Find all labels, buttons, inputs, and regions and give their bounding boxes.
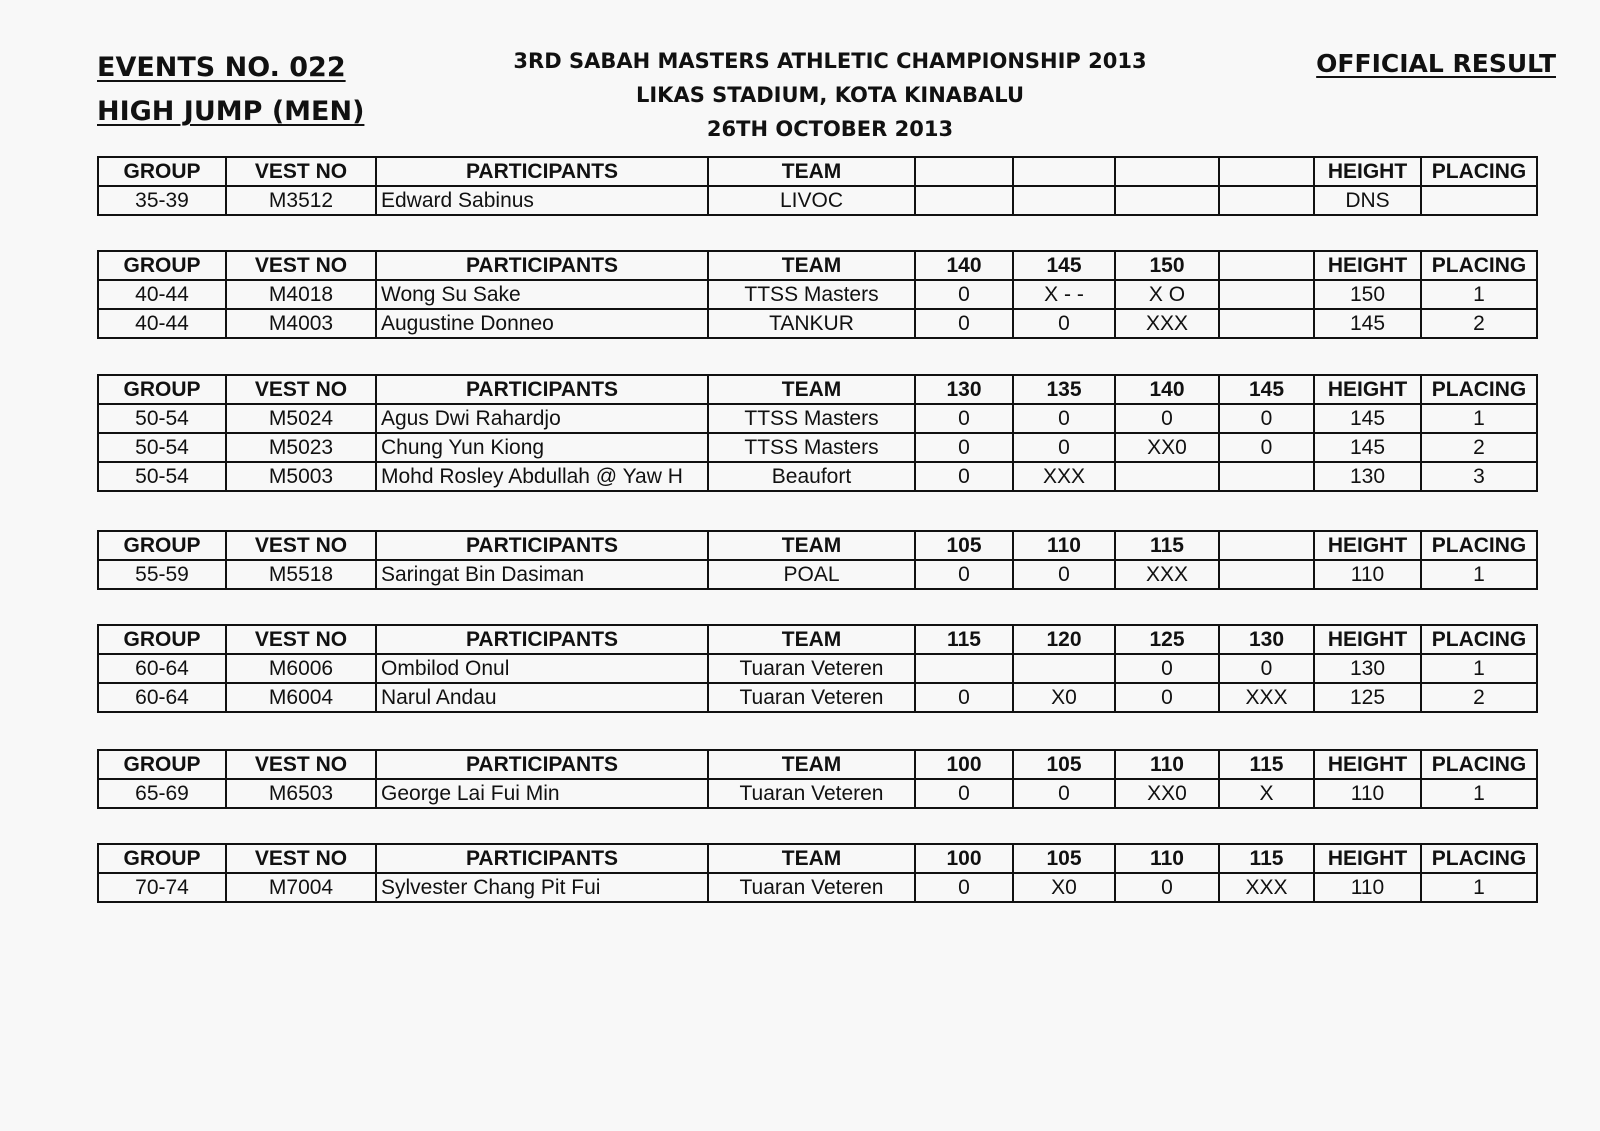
attempt-cell: 0 bbox=[915, 779, 1013, 808]
attempt-cell: X bbox=[1219, 779, 1314, 808]
placing-cell: 2 bbox=[1421, 309, 1537, 338]
group-cell: 70-74 bbox=[98, 873, 226, 902]
table-row bbox=[98, 779, 1537, 808]
team-cell: POAL bbox=[708, 560, 915, 589]
result-table bbox=[97, 374, 1538, 492]
column-header-placing: PLACING bbox=[1421, 531, 1537, 560]
placing-cell: 1 bbox=[1421, 560, 1537, 589]
table-header-row bbox=[98, 531, 1537, 560]
column-header-attempt-height: 100 bbox=[915, 844, 1013, 873]
attempt-cell: XXX bbox=[1115, 560, 1219, 589]
placing-cell: 1 bbox=[1421, 654, 1537, 683]
attempt-cell bbox=[1219, 280, 1314, 309]
participant-cell: Wong Su Sake bbox=[376, 280, 708, 309]
column-header-attempt-height: 150 bbox=[1115, 251, 1219, 280]
column-header-attempt-height: 115 bbox=[1219, 844, 1314, 873]
attempt-cell bbox=[1115, 462, 1219, 491]
participant-cell: Mohd Rosley Abdullah @ Yaw H bbox=[376, 462, 708, 491]
team-cell: Tuaran Veteren bbox=[708, 683, 915, 712]
column-header-attempt-height: 120 bbox=[1013, 625, 1115, 654]
group-cell: 50-54 bbox=[98, 433, 226, 462]
placing-cell: 3 bbox=[1421, 462, 1537, 491]
column-header-height: HEIGHT bbox=[1314, 157, 1421, 186]
column-header-attempt-height bbox=[1219, 531, 1314, 560]
attempt-cell bbox=[915, 186, 1013, 215]
column-header-height: HEIGHT bbox=[1314, 750, 1421, 779]
placing-cell: 2 bbox=[1421, 433, 1537, 462]
placing-cell bbox=[1421, 186, 1537, 215]
column-header-vest-no: VEST NO bbox=[226, 375, 376, 404]
column-header-participants: PARTICIPANTS bbox=[376, 531, 708, 560]
column-header-attempt-height bbox=[1115, 157, 1219, 186]
table-header-row bbox=[98, 157, 1537, 186]
column-header-attempt-height bbox=[1219, 251, 1314, 280]
column-header-participants: PARTICIPANTS bbox=[376, 750, 708, 779]
result-table bbox=[97, 624, 1538, 713]
attempt-cell: 0 bbox=[915, 309, 1013, 338]
column-header-attempt-height: 115 bbox=[1219, 750, 1314, 779]
attempt-cell: 0 bbox=[1219, 433, 1314, 462]
vest-no-cell: M5023 bbox=[226, 433, 376, 462]
height-cell: 130 bbox=[1314, 462, 1421, 491]
column-header-attempt-height bbox=[1219, 157, 1314, 186]
column-header-attempt-height: 105 bbox=[1013, 844, 1115, 873]
attempt-cell bbox=[1219, 462, 1314, 491]
vest-no-cell: M4018 bbox=[226, 280, 376, 309]
attempt-cell: 0 bbox=[1219, 404, 1314, 433]
height-cell: 125 bbox=[1314, 683, 1421, 712]
vest-no-cell: M5003 bbox=[226, 462, 376, 491]
column-header-group: GROUP bbox=[98, 844, 226, 873]
column-header-participants: PARTICIPANTS bbox=[376, 375, 708, 404]
column-header-team: TEAM bbox=[708, 375, 915, 404]
championship-title: 3RD SABAH MASTERS ATHLETIC CHAMPIONSHIP 2013 bbox=[513, 49, 1147, 73]
result-table bbox=[97, 843, 1538, 903]
placing-cell: 2 bbox=[1421, 683, 1537, 712]
column-header-team: TEAM bbox=[708, 157, 915, 186]
placing-cell: 1 bbox=[1421, 280, 1537, 309]
group-cell: 35-39 bbox=[98, 186, 226, 215]
vest-no-cell: M6006 bbox=[226, 654, 376, 683]
attempt-cell: X - - bbox=[1013, 280, 1115, 309]
column-header-attempt-height: 130 bbox=[1219, 625, 1314, 654]
column-header-team: TEAM bbox=[708, 625, 915, 654]
table-row bbox=[98, 433, 1537, 462]
attempt-cell bbox=[1013, 654, 1115, 683]
column-header-vest-no: VEST NO bbox=[226, 531, 376, 560]
table-row bbox=[98, 873, 1537, 902]
attempt-cell bbox=[1013, 186, 1115, 215]
result-table bbox=[97, 749, 1538, 809]
column-header-attempt-height: 130 bbox=[915, 375, 1013, 404]
championship-heading bbox=[490, 44, 1170, 146]
participant-cell: Sylvester Chang Pit Fui bbox=[376, 873, 708, 902]
column-header-placing: PLACING bbox=[1421, 251, 1537, 280]
height-cell: 130 bbox=[1314, 654, 1421, 683]
group-cell: 55-59 bbox=[98, 560, 226, 589]
event-heading bbox=[97, 46, 364, 134]
attempt-cell: 0 bbox=[1013, 560, 1115, 589]
height-cell: 145 bbox=[1314, 404, 1421, 433]
group-cell: 65-69 bbox=[98, 779, 226, 808]
table-header-row bbox=[98, 750, 1537, 779]
participant-cell: Ombilod Onul bbox=[376, 654, 708, 683]
column-header-attempt-height: 100 bbox=[915, 750, 1013, 779]
attempt-cell: X0 bbox=[1013, 683, 1115, 712]
participant-cell: Augustine Donneo bbox=[376, 309, 708, 338]
attempt-cell bbox=[1115, 186, 1219, 215]
column-header-attempt-height: 110 bbox=[1115, 844, 1219, 873]
column-header-attempt-height bbox=[915, 157, 1013, 186]
attempt-cell: 0 bbox=[1013, 309, 1115, 338]
vest-no-cell: M5518 bbox=[226, 560, 376, 589]
participant-cell: Edward Sabinus bbox=[376, 186, 708, 215]
attempt-cell: 0 bbox=[1013, 433, 1115, 462]
attempt-cell: 0 bbox=[1115, 683, 1219, 712]
table-row bbox=[98, 309, 1537, 338]
group-cell: 60-64 bbox=[98, 683, 226, 712]
group-cell: 40-44 bbox=[98, 309, 226, 338]
column-header-height: HEIGHT bbox=[1314, 531, 1421, 560]
participant-cell: Chung Yun Kiong bbox=[376, 433, 708, 462]
column-header-height: HEIGHT bbox=[1314, 625, 1421, 654]
attempt-cell bbox=[1219, 560, 1314, 589]
participant-cell: George Lai Fui Min bbox=[376, 779, 708, 808]
table-row bbox=[98, 280, 1537, 309]
attempt-cell: XXX bbox=[1115, 309, 1219, 338]
group-cell: 60-64 bbox=[98, 654, 226, 683]
attempt-cell: 0 bbox=[915, 433, 1013, 462]
height-cell: 110 bbox=[1314, 873, 1421, 902]
team-cell: Tuaran Veteren bbox=[708, 873, 915, 902]
height-cell: 145 bbox=[1314, 433, 1421, 462]
height-cell: 110 bbox=[1314, 779, 1421, 808]
table-header-row bbox=[98, 844, 1537, 873]
table-row bbox=[98, 186, 1537, 215]
attempt-cell bbox=[1219, 186, 1314, 215]
placing-cell: 1 bbox=[1421, 404, 1537, 433]
column-header-vest-no: VEST NO bbox=[226, 844, 376, 873]
column-header-placing: PLACING bbox=[1421, 625, 1537, 654]
attempt-cell: 0 bbox=[1013, 404, 1115, 433]
attempt-cell: 0 bbox=[1115, 654, 1219, 683]
column-header-placing: PLACING bbox=[1421, 157, 1537, 186]
vest-no-cell: M3512 bbox=[226, 186, 376, 215]
attempt-cell: 0 bbox=[915, 560, 1013, 589]
attempt-cell: 0 bbox=[915, 404, 1013, 433]
attempt-cell: XX0 bbox=[1115, 779, 1219, 808]
column-header-group: GROUP bbox=[98, 157, 226, 186]
column-header-participants: PARTICIPANTS bbox=[376, 844, 708, 873]
attempt-cell: XX0 bbox=[1115, 433, 1219, 462]
attempt-cell: X O bbox=[1115, 280, 1219, 309]
attempt-cell: 0 bbox=[915, 873, 1013, 902]
column-header-attempt-height: 145 bbox=[1219, 375, 1314, 404]
column-header-group: GROUP bbox=[98, 625, 226, 654]
attempt-cell: X0 bbox=[1013, 873, 1115, 902]
placing-cell: 1 bbox=[1421, 873, 1537, 902]
group-cell: 50-54 bbox=[98, 462, 226, 491]
attempt-cell: 0 bbox=[1219, 654, 1314, 683]
vest-no-cell: M5024 bbox=[226, 404, 376, 433]
table-header-row bbox=[98, 625, 1537, 654]
column-header-group: GROUP bbox=[98, 251, 226, 280]
column-header-attempt-height bbox=[1013, 157, 1115, 186]
venue: LIKAS STADIUM, KOTA KINABALU bbox=[635, 83, 1024, 107]
event-date: 26TH OCTOBER 2013 bbox=[706, 117, 954, 141]
column-header-attempt-height: 115 bbox=[915, 625, 1013, 654]
result-table bbox=[97, 530, 1538, 590]
vest-no-cell: M6503 bbox=[226, 779, 376, 808]
event-number: EVENTS NO. 022 bbox=[97, 52, 346, 83]
participant-cell: Agus Dwi Rahardjo bbox=[376, 404, 708, 433]
participant-cell: Saringat Bin Dasiman bbox=[376, 560, 708, 589]
column-header-participants: PARTICIPANTS bbox=[376, 157, 708, 186]
column-header-attempt-height: 125 bbox=[1115, 625, 1219, 654]
column-header-team: TEAM bbox=[708, 844, 915, 873]
column-header-placing: PLACING bbox=[1421, 844, 1537, 873]
column-header-height: HEIGHT bbox=[1314, 844, 1421, 873]
height-cell: 150 bbox=[1314, 280, 1421, 309]
height-cell: DNS bbox=[1314, 186, 1421, 215]
table-row bbox=[98, 462, 1537, 491]
column-header-attempt-height: 105 bbox=[1013, 750, 1115, 779]
column-header-attempt-height: 145 bbox=[1013, 251, 1115, 280]
attempt-cell: XXX bbox=[1219, 683, 1314, 712]
attempt-cell: 0 bbox=[1115, 404, 1219, 433]
placing-cell: 1 bbox=[1421, 779, 1537, 808]
participant-cell: Narul Andau bbox=[376, 683, 708, 712]
vest-no-cell: M7004 bbox=[226, 873, 376, 902]
column-header-attempt-height: 110 bbox=[1115, 750, 1219, 779]
attempt-cell: 0 bbox=[1013, 779, 1115, 808]
height-cell: 145 bbox=[1314, 309, 1421, 338]
attempt-cell: XXX bbox=[1013, 462, 1115, 491]
team-cell: Beaufort bbox=[708, 462, 915, 491]
vest-no-cell: M6004 bbox=[226, 683, 376, 712]
column-header-attempt-height: 110 bbox=[1013, 531, 1115, 560]
column-header-vest-no: VEST NO bbox=[226, 157, 376, 186]
group-cell: 40-44 bbox=[98, 280, 226, 309]
column-header-group: GROUP bbox=[98, 375, 226, 404]
column-header-attempt-height: 105 bbox=[915, 531, 1013, 560]
result-table bbox=[97, 156, 1538, 216]
team-cell: TANKUR bbox=[708, 309, 915, 338]
team-cell: Tuaran Veteren bbox=[708, 654, 915, 683]
column-header-attempt-height: 140 bbox=[1115, 375, 1219, 404]
attempt-cell: 0 bbox=[915, 462, 1013, 491]
event-name: HIGH JUMP (MEN) bbox=[97, 96, 365, 127]
table-header-row bbox=[98, 375, 1537, 404]
column-header-vest-no: VEST NO bbox=[226, 251, 376, 280]
result-table bbox=[97, 250, 1538, 339]
column-header-placing: PLACING bbox=[1421, 375, 1537, 404]
table-row bbox=[98, 683, 1537, 712]
column-header-vest-no: VEST NO bbox=[226, 750, 376, 779]
vest-no-cell: M4003 bbox=[226, 309, 376, 338]
team-cell: TTSS Masters bbox=[708, 280, 915, 309]
column-header-team: TEAM bbox=[708, 531, 915, 560]
attempt-cell: 0 bbox=[915, 683, 1013, 712]
column-header-height: HEIGHT bbox=[1314, 375, 1421, 404]
column-header-vest-no: VEST NO bbox=[226, 625, 376, 654]
column-header-placing: PLACING bbox=[1421, 750, 1537, 779]
column-header-attempt-height: 135 bbox=[1013, 375, 1115, 404]
team-cell: LIVOC bbox=[708, 186, 915, 215]
team-cell: Tuaran Veteren bbox=[708, 779, 915, 808]
table-row bbox=[98, 654, 1537, 683]
column-header-group: GROUP bbox=[98, 531, 226, 560]
height-cell: 110 bbox=[1314, 560, 1421, 589]
team-cell: TTSS Masters bbox=[708, 433, 915, 462]
column-header-attempt-height: 140 bbox=[915, 251, 1013, 280]
team-cell: TTSS Masters bbox=[708, 404, 915, 433]
table-row bbox=[98, 404, 1537, 433]
result-status: OFFICIAL RESULT bbox=[1316, 49, 1556, 78]
column-header-group: GROUP bbox=[98, 750, 226, 779]
attempt-cell: XXX bbox=[1219, 873, 1314, 902]
table-header-row bbox=[98, 251, 1537, 280]
column-header-participants: PARTICIPANTS bbox=[376, 625, 708, 654]
column-header-attempt-height: 115 bbox=[1115, 531, 1219, 560]
column-header-team: TEAM bbox=[708, 251, 915, 280]
attempt-cell: 0 bbox=[915, 280, 1013, 309]
column-header-team: TEAM bbox=[708, 750, 915, 779]
attempt-cell bbox=[1219, 309, 1314, 338]
column-header-height: HEIGHT bbox=[1314, 251, 1421, 280]
table-row bbox=[98, 560, 1537, 589]
column-header-participants: PARTICIPANTS bbox=[376, 251, 708, 280]
attempt-cell bbox=[915, 654, 1013, 683]
group-cell: 50-54 bbox=[98, 404, 226, 433]
attempt-cell: 0 bbox=[1115, 873, 1219, 902]
